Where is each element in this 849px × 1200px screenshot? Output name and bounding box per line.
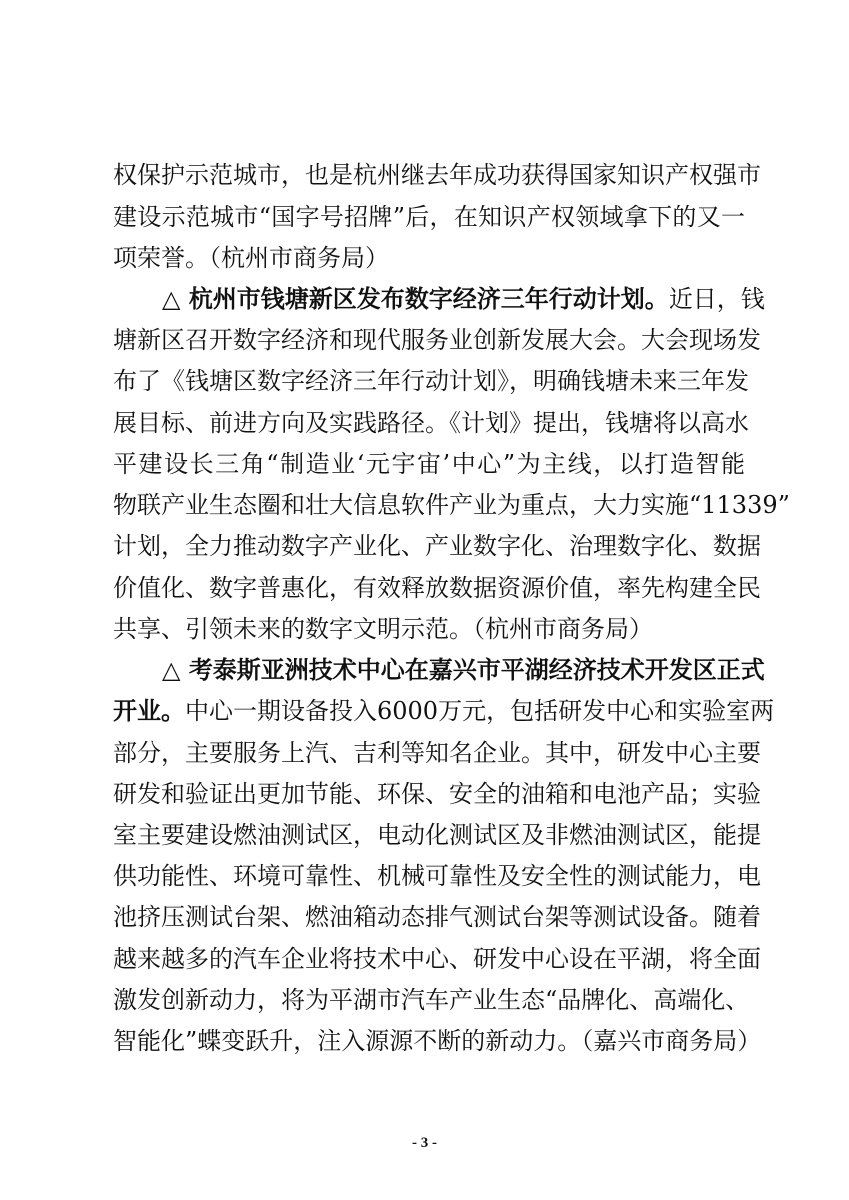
paragraph-3-line-9: 激发创新动力，将为平湖市汽车产业生态“品牌化、高端化、 [113,986,750,1014]
paragraph-3-line-8: 越来越多的汽车企业将技术中心、研发中心设在平湖，将全面 [113,945,761,973]
paragraph-3-line-10: 智能化”蝶变跃升，注入源源不断的新动力。（嘉兴市商务局） [113,1027,762,1055]
paragraph-1-line-2: 建设示范城市“国字号招牌”后，在知识产权领域拿下的又一 [113,203,745,231]
paragraph-2-title: △ 杭州市钱塘新区发布数字经济三年行动计划。 [162,284,669,313]
paragraph-2-line-5: 平建设长三角“制造业‘元宇宙’中心”为主线，以打造智能 [113,450,745,478]
paragraph-3-title-line-2: 开业。 [113,696,185,725]
paragraph-1-line-3: 项荣誉。（杭州市商务局） [113,244,389,272]
paragraph-2-line-6: 物联产业生态圈和壮大信息软件产业为重点，大力实施“11339” [113,491,790,519]
paragraph-3-line-5: 室主要建设燃油测试区，电动化测试区及非燃油测试区，能提 [113,821,761,849]
paragraph-2-line-9: 共享、引领未来的数字文明示范。（杭州市商务局） [113,615,653,643]
paragraph-2-line-7: 计划，全力推动数字产业化、产业数字化、治理数字化、数据 [113,532,761,560]
paragraph-3-line-2 [113,691,775,731]
paragraph-1-line-1: 权保护示范城市，也是杭州继去年成功获得国家知识产权强市 [113,161,761,189]
paragraph-3-title-line-1: △ 考泰斯亚洲技术中心在嘉兴市平湖经济技术开发区正式 [162,655,765,684]
paragraph-2-line-3: 布了《钱塘区数字经济三年行动计划》，明确钱塘未来三年发 [113,367,749,395]
paragraph-3-line-4: 研发和验证出更加节能、环保、安全的油箱和电池产品；实验 [113,780,761,808]
paragraph-2-line-1 [162,279,765,319]
paragraph-3-line-6: 供功能性、环境可靠性、机械可靠性及安全性的测试能力，电 [113,862,761,890]
paragraph-3-line-3: 部分，主要服务上汽、吉利等知名企业。其中，研发中心主要 [113,739,761,767]
paragraph-3-line-2-rest: 中心一期设备投入6000万元，包括研发中心和实验室两 [185,697,775,725]
page-number: - 3 - [412,1135,437,1151]
paragraph-2-line-4: 展目标、前进方向及实践路径。《计划》提出，钱塘将以高水 [113,409,749,437]
paragraph-2-line-8: 价值化、数字普惠化，有效释放数据资源价值，率先构建全民 [113,574,761,602]
paragraph-2-line-2: 塘新区召开数字经济和现代服务业创新发展大会。大会现场发 [113,326,761,354]
paragraph-2-line-1-rest: 近日，钱 [668,285,765,313]
paragraph-3-line-7: 池挤压测试台架、燃油箱动态排气测试台架等测试设备。随着 [113,903,761,931]
